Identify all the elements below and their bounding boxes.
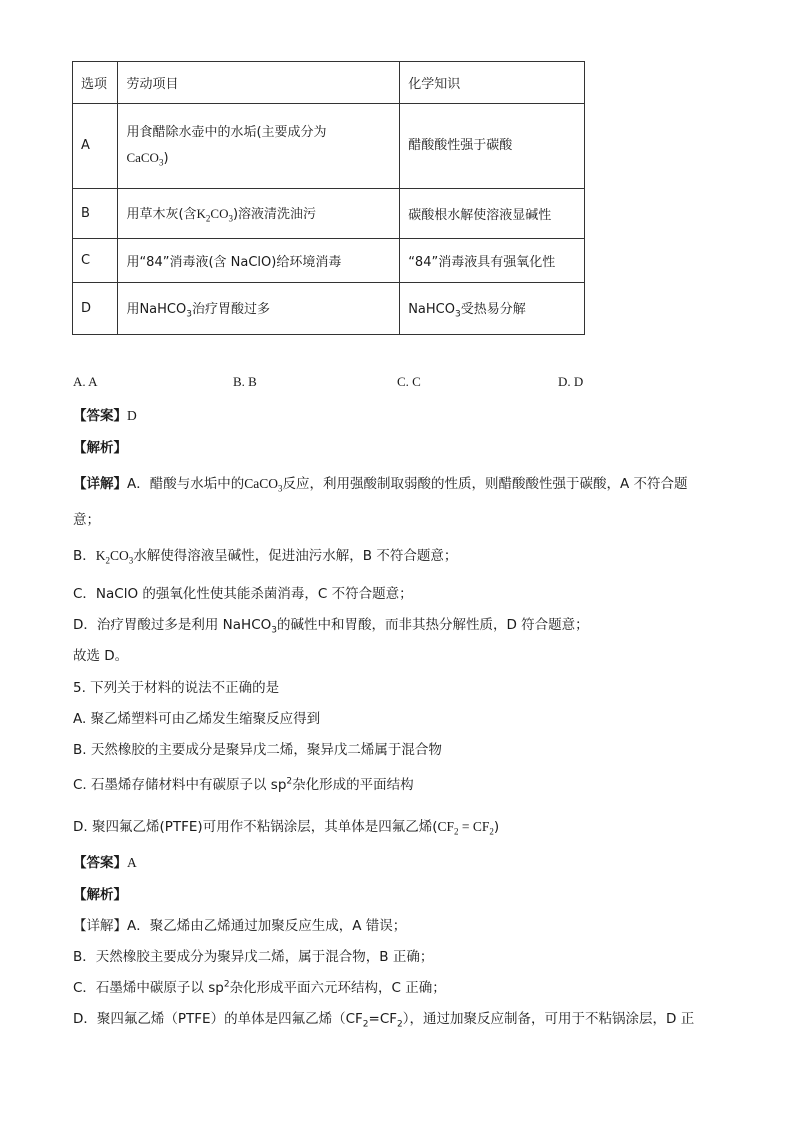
header-labor-item: 劳动项目 [118, 62, 400, 104]
subscript: 3 [128, 555, 134, 566]
item-text: )溶液清洗油污 [232, 207, 317, 223]
header-chem-knowledge: 化学知识 [400, 62, 585, 104]
subscript: 3 [271, 625, 277, 636]
row-knowledge: 碳酸根水解使溶液显碱性 [400, 189, 585, 239]
detail2-line-d [73, 1007, 694, 1030]
answer-tag: 【答案】 [73, 855, 127, 871]
answer-line [73, 404, 137, 424]
option-a: A. A [73, 374, 98, 389]
row-knowledge: “84”消毒液具有强氧化性 [400, 239, 585, 283]
subscript: 2 [205, 213, 211, 224]
option-c: C. C [397, 374, 421, 389]
answer-value: D [127, 408, 137, 423]
detail-text: C．石墨烯中碳原子以 sp [73, 980, 224, 996]
detail-line-a [73, 472, 688, 494]
detail-line-b [73, 544, 457, 566]
table-row [73, 104, 585, 189]
detail-text: 的碱性中和胃酸，而非其热分解性质，D 符合题意； [277, 617, 589, 633]
row-item: 用“84”消毒液(含 NaClO)给环境消毒 [118, 239, 400, 283]
subscript: 2 [397, 1019, 403, 1030]
detail-text: D．聚四氟乙烯（PTFE）的单体是四氟乙烯（CF [73, 1011, 363, 1027]
option-text: ) [493, 819, 500, 835]
row-item [118, 189, 400, 239]
table-row [73, 239, 585, 283]
equals-sign: = [458, 819, 473, 834]
detail-text: 水解使得溶液呈碱性，促进油污水解，B 不符合题意； [133, 548, 458, 564]
detail-line-a-cont: 意； [73, 512, 100, 528]
question-5-option-c [73, 773, 414, 793]
answer-line-2 [73, 851, 137, 871]
detail-text: 反应，利用强酸制取弱酸的性质，则醋酸酸性强于碳酸，A 不符合题 [282, 476, 688, 492]
chem-formula: K [95, 548, 106, 563]
detail-text: 杂化形成平面六元环结构，C 正确； [229, 980, 446, 996]
analysis-heading: 【解析】 [73, 440, 127, 456]
subscript: 3 [158, 157, 164, 168]
option-d: D. D [558, 374, 584, 389]
subscript: 3 [186, 309, 192, 320]
question-table [72, 61, 585, 335]
answer-tag: 【答案】 [73, 408, 127, 424]
row-item [118, 283, 400, 335]
detail-text: =CF [368, 1011, 398, 1027]
item-text: 用食醋除水壶中的水垢(主要成分为 [126, 124, 327, 140]
row-knowledge [400, 283, 585, 335]
row-option: B [73, 189, 118, 239]
subscript: 2 [489, 826, 494, 837]
chem-formula: K [196, 206, 206, 222]
detail-line-c: C．NaClO 的强氧化性使其能杀菌消毒，C 不符合题意； [73, 586, 413, 602]
detail-text: D．治疗胃酸过多是利用 NaHCO [73, 617, 272, 633]
question-5-option-b: B. 天然橡胶的主要成分是聚异戊二烯，聚异戊二烯属于混合物 [73, 742, 442, 758]
table-row [73, 283, 585, 335]
subscript: 2 [362, 1019, 369, 1030]
chem-formula: CaCO [126, 149, 159, 165]
chem-formula: CO [110, 548, 129, 563]
question-5-option-a: A. 聚乙烯塑料可由乙烯发生缩聚反应得到 [73, 711, 321, 727]
row-knowledge: 醋酸酸性强于碳酸 [400, 104, 585, 189]
subscript: 3 [228, 213, 233, 224]
subscript: 3 [454, 309, 461, 320]
item-text: 用 [126, 301, 140, 317]
option-text: 杂化形成的平面结构 [292, 777, 414, 793]
item-text: ) [163, 150, 169, 166]
detail-text: A．醋酸与水垢中的 [127, 476, 245, 492]
detail-line-d [73, 613, 589, 636]
item-text: 受热易分解 [460, 301, 526, 317]
superscript: 2 [223, 979, 230, 990]
row-option: D [73, 283, 118, 335]
question-5-stem: 5. 下列关于材料的说法不正确的是 [73, 680, 280, 696]
subscript: 2 [105, 555, 111, 566]
answer-value: A [127, 855, 137, 870]
detail2-line-c [73, 976, 446, 996]
question-5-option-d [73, 815, 499, 837]
detail2-line-b: B．天然橡胶主要成分为聚异戊二烯，属于混合物，B 正确； [73, 949, 434, 965]
chem-formula: CF [472, 819, 490, 834]
item-text: 用草木灰(含 [126, 207, 197, 223]
option-text: C. 石墨烯存储材料中有碳原子以 sp [73, 777, 287, 793]
chem-formula: NaHCO [408, 301, 455, 317]
subscript: 2 [453, 826, 459, 837]
chem-formula: CF [437, 819, 454, 834]
detail-tag: 【详解】 [73, 476, 127, 492]
chem-formula: CO [210, 206, 229, 222]
row-option: C [73, 239, 118, 283]
row-option: A [73, 104, 118, 189]
superscript: 2 [286, 776, 293, 787]
chem-formula: CaCO [244, 476, 278, 491]
analysis-heading-2: 【解析】 [73, 887, 127, 903]
detail2-line-a: 【详解】A．聚乙烯由乙烯通过加聚反应生成，A 错误； [73, 918, 407, 934]
option-b: B. B [233, 374, 257, 389]
table-header-row [73, 62, 585, 104]
option-text: D. 聚四氟乙烯(PTFE)可用作不粘锅涂层，其单体是四氟乙烯( [73, 819, 438, 835]
subscript: 3 [278, 483, 283, 494]
header-option: 选项 [73, 62, 118, 104]
detail-text: B． [73, 548, 96, 564]
conclusion-line: 故选 D。 [73, 648, 129, 664]
chem-formula: NaHCO [139, 301, 187, 317]
row-item [118, 104, 400, 189]
item-text: 治疗胃酸过多 [191, 301, 270, 317]
table-row [73, 189, 585, 239]
detail-text: ），通过加聚反应制备，可用于不粘锅涂层，D 正 [402, 1011, 695, 1027]
